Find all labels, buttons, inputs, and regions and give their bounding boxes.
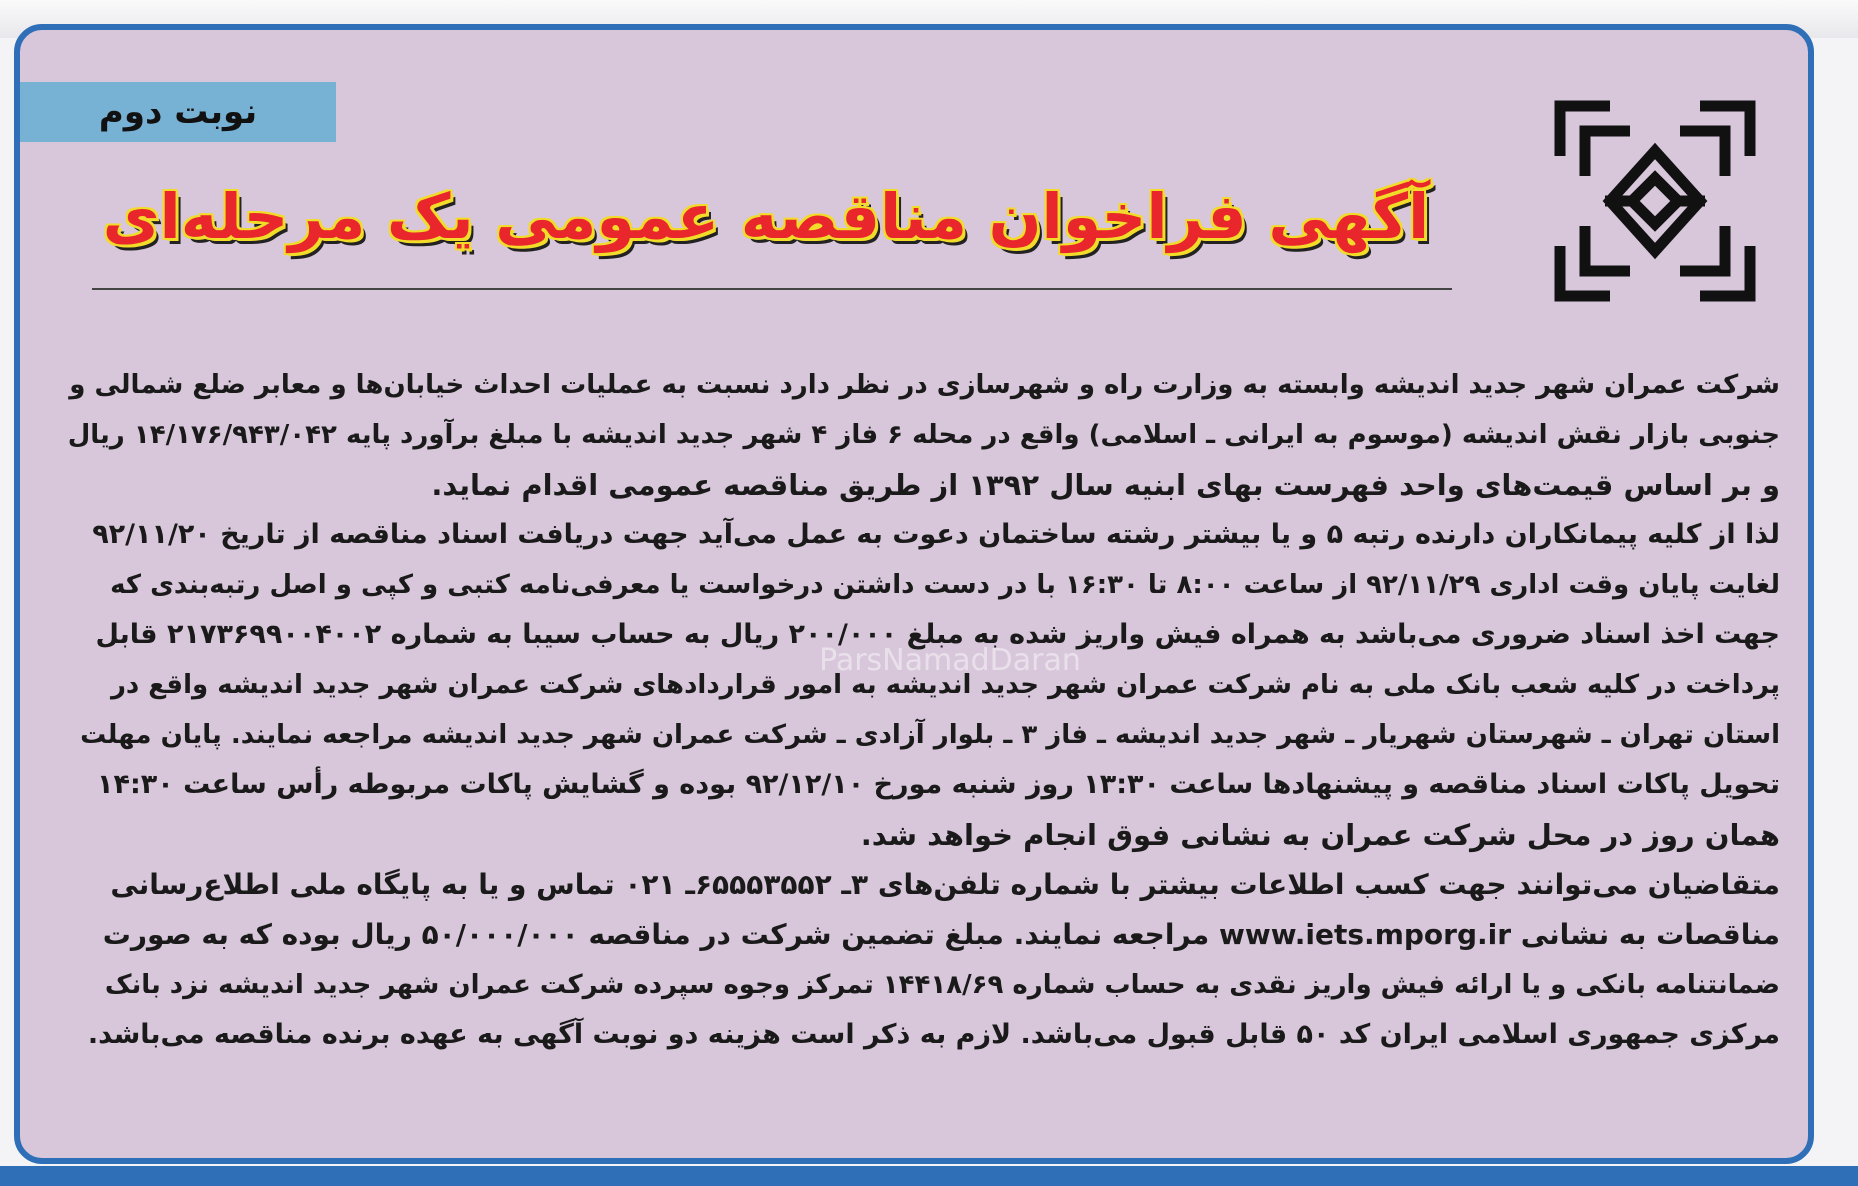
announcement-frame [14,24,1814,1164]
body-line: جهت اخذ اسناد ضروری می‌باشد به همراه فیش واریز شده به مبلغ ۲۰۰/۰۰۰ ریال به حساب سیبا به شماره ۲۱۷۳۶۹۹۰۰۴۰۰۲ قابل [95,619,1780,650]
bottom-band [0,1166,1858,1186]
body-line: پرداخت در کلیه شعب بانک ملی به نام شرکت عمران شهر جدید اندیشه به امور قراردادهای شرکت عمران شهر جدید اندیشه واقع در [110,670,1780,700]
body-line: استان تهران ـ شهرستان شهریار ـ شهر جدید اندیشه ـ فاز ۳ ـ بلوار آزادی ـ شرکت عمران شهر جدید اندیشه مراجعه نمایند. پایان مهلت [80,720,1780,750]
body-line: شرکت عمران شهر جدید اندیشه وابسته به وزارت راه و شهرسازی در نظر دارد نسبت به عملیات احداث خیابان‌ها و معابر ضلع شمالی و [69,370,1780,400]
round-badge [20,82,336,142]
body-line: لغایت پایان وقت اداری ۹۲/۱۱/۲۹ از ساعت ۸:۰۰ تا ۱۶:۳۰ با در دست داشتن درخواست یا معرفی‌نامه کتبی و کپی و اصل رتبه‌بندی که [110,570,1780,600]
body-line: لذا از کلیه پیمانکاران دارنده رتبه ۵ و یا بیشتر رشته ساختمان دعوت به عمل می‌آید جهت دریافت اسناد مناقصه از تاریخ ۹۲/۱۱/۲۰ [92,519,1780,550]
title-divider [92,288,1452,290]
body-line: جنوبی بازار نقش اندیشه (موسوم به ایرانی ـ اسلامی) واقع در محله ۶ فاز ۴ شهر جدید اندیشه با مبلغ برآورد پایه ۱۴/۱۷۶/۹۴۳/۰۴۲ ریال [67,420,1780,450]
announcement-body [60,360,1780,1150]
round-badge-label: نوبت دوم [98,92,258,132]
page-title: آگهی فراخوان مناقصه عمومی یک مرحله‌ای [102,179,1430,253]
watermark: ParsNamadDaran [819,642,1081,678]
body-line: مناقصات به نشانی www.iets.mporg.ir مراجعه نمایند. مبلغ تضمین شرکت در مناقصه ۵۰/۰۰۰/۰۰۰ ریال بوده که به صورت [102,918,1780,951]
body-line: ضمانتنامه بانکی و یا ارائه فیش واریز نقدی به حساب شماره ۱۴۴۱۸/۶۹ تمرکز وجوه سپرده شرکت عمران شهر جدید اندیشه نزد بانک [104,970,1780,1000]
ministry-emblem-icon [1550,96,1760,306]
body-line: مرکزی جمهوری اسلامی ایران کد ۵۰ قابل قبول می‌باشد. لازم به ذکر است هزینه دو نوبت آگهی به عهده برنده مناقصه می‌باشد. [87,1019,1780,1050]
body-line: تحویل پاکات اسناد مناقصه و پیشنهادها ساعت ۱۳:۳۰ روز شنبه مورخ ۹۲/۱۲/۱۰ بوده و گشایش پاکات مربوطه رأس ساعت ۱۴:۳۰ [96,769,1780,800]
body-line: همان روز در محل شرکت عمران به نشانی فوق انجام خواهد شد. [860,818,1780,852]
body-line: متقاضیان می‌توانند جهت کسب اطلاعات بیشتر با شماره تلفن‌های ۳ـ ۶۵۵۵۳۵۵۲ـ ۰۲۱ تماس و یا به پایگاه ملی اطلاع‌رسانی [110,868,1780,901]
body-line: و بر اساس قیمت‌های واحد فهرست بهای ابنیه سال ۱۳۹۲ از طریق مناقصه عمومی اقدام نماید. [431,468,1780,502]
